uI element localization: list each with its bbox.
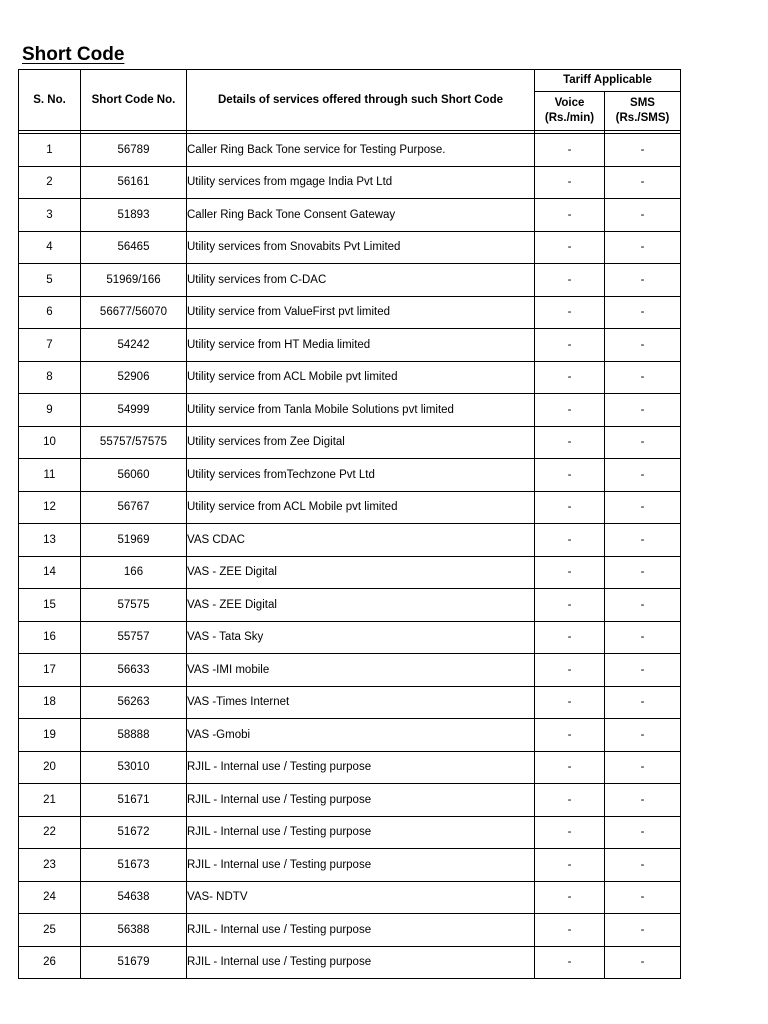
sms-tariff-cell: - xyxy=(605,849,681,882)
short-code-cell: 51969/166 xyxy=(81,264,187,297)
table-row xyxy=(19,881,681,914)
sno-cell: 4 xyxy=(19,231,81,264)
table-row xyxy=(19,751,681,784)
short-code-cell: 56465 xyxy=(81,231,187,264)
voice-tariff-cell: - xyxy=(535,296,605,329)
sno-cell: 24 xyxy=(19,881,81,914)
sno-cell: 18 xyxy=(19,686,81,719)
voice-tariff-cell: - xyxy=(535,134,605,167)
details-cell: VAS - Tata Sky xyxy=(187,621,535,654)
header-voice-line2: (Rs./min) xyxy=(544,112,595,124)
details-cell: Utility service from HT Media limited xyxy=(187,329,535,362)
voice-tariff-cell: - xyxy=(535,654,605,687)
table-row xyxy=(19,296,681,329)
short-code-cell: 56388 xyxy=(81,914,187,947)
details-cell: Caller Ring Back Tone Consent Gateway xyxy=(187,199,535,232)
short-code-cell: 54999 xyxy=(81,394,187,427)
sms-tariff-cell: - xyxy=(605,784,681,817)
sno-cell: 20 xyxy=(19,751,81,784)
table-row xyxy=(19,849,681,882)
voice-tariff-cell: - xyxy=(535,556,605,589)
table-row xyxy=(19,491,681,524)
details-cell: Utility services from C-DAC xyxy=(187,264,535,297)
voice-tariff-cell: - xyxy=(535,784,605,817)
sno-cell: 9 xyxy=(19,394,81,427)
header-details: Details of services offered through such Short Code xyxy=(187,70,535,131)
page-title: Short Code xyxy=(22,44,125,65)
voice-tariff-cell: - xyxy=(535,686,605,719)
voice-tariff-cell: - xyxy=(535,491,605,524)
voice-tariff-cell: - xyxy=(535,621,605,654)
short-code-cell: 55757/57575 xyxy=(81,426,187,459)
sno-cell: 10 xyxy=(19,426,81,459)
details-cell: VAS -IMI mobile xyxy=(187,654,535,687)
details-cell: Utility service from Tanla Mobile Solutions pvt limited xyxy=(187,394,535,427)
sms-tariff-cell: - xyxy=(605,816,681,849)
voice-tariff-cell: - xyxy=(535,751,605,784)
short-code-cell: 56060 xyxy=(81,459,187,492)
sno-cell: 5 xyxy=(19,264,81,297)
sno-cell: 13 xyxy=(19,524,81,557)
voice-tariff-cell: - xyxy=(535,589,605,622)
voice-tariff-cell: - xyxy=(535,329,605,362)
details-cell: RJIL - Internal use / Testing purpose xyxy=(187,816,535,849)
voice-tariff-cell: - xyxy=(535,394,605,427)
details-cell: VAS CDAC xyxy=(187,524,535,557)
table-row xyxy=(19,394,681,427)
sno-cell: 15 xyxy=(19,589,81,622)
details-cell: VAS -Gmobi xyxy=(187,719,535,752)
sms-tariff-cell: - xyxy=(605,589,681,622)
sms-tariff-cell: - xyxy=(605,329,681,362)
sms-tariff-cell: - xyxy=(605,296,681,329)
sms-tariff-cell: - xyxy=(605,199,681,232)
details-cell: RJIL - Internal use / Testing purpose xyxy=(187,946,535,979)
table-row xyxy=(19,329,681,362)
voice-tariff-cell: - xyxy=(535,231,605,264)
short-code-cell: 56677/56070 xyxy=(81,296,187,329)
header-sms-line1: SMS xyxy=(630,97,655,109)
header-short-code: Short Code No. xyxy=(81,70,187,131)
table-row xyxy=(19,914,681,947)
details-cell: VAS- NDTV xyxy=(187,881,535,914)
sms-tariff-cell: - xyxy=(605,686,681,719)
sno-cell: 25 xyxy=(19,914,81,947)
short-code-cell: 56263 xyxy=(81,686,187,719)
table-row xyxy=(19,589,681,622)
sno-cell: 6 xyxy=(19,296,81,329)
table-row xyxy=(19,231,681,264)
short-code-cell: 54242 xyxy=(81,329,187,362)
short-code-cell: 56161 xyxy=(81,166,187,199)
table-row xyxy=(19,264,681,297)
table-row xyxy=(19,459,681,492)
header-sms-line2: (Rs./SMS) xyxy=(615,112,670,124)
header-voice xyxy=(535,92,605,131)
voice-tariff-cell: - xyxy=(535,524,605,557)
table-body xyxy=(19,134,681,979)
table-row xyxy=(19,426,681,459)
details-cell: VAS - ZEE Digital xyxy=(187,589,535,622)
voice-tariff-cell: - xyxy=(535,881,605,914)
sms-tariff-cell: - xyxy=(605,361,681,394)
short-code-cell: 166 xyxy=(81,556,187,589)
sno-cell: 2 xyxy=(19,166,81,199)
short-code-cell: 51673 xyxy=(81,849,187,882)
short-code-cell: 53010 xyxy=(81,751,187,784)
short-code-table xyxy=(18,69,681,979)
sno-cell: 7 xyxy=(19,329,81,362)
short-code-cell: 51671 xyxy=(81,784,187,817)
header-tariff: Tariff Applicable xyxy=(535,70,681,92)
table-row xyxy=(19,621,681,654)
table-row xyxy=(19,719,681,752)
header-sno: S. No. xyxy=(19,70,81,131)
details-cell: Caller Ring Back Tone service for Testing Purpose. xyxy=(187,134,535,167)
voice-tariff-cell: - xyxy=(535,849,605,882)
sms-tariff-cell: - xyxy=(605,524,681,557)
sms-tariff-cell: - xyxy=(605,946,681,979)
sno-cell: 8 xyxy=(19,361,81,394)
table-row xyxy=(19,134,681,167)
details-cell: Utility service from ACL Mobile pvt limited xyxy=(187,491,535,524)
header-sms xyxy=(605,92,681,131)
table-row xyxy=(19,556,681,589)
sms-tariff-cell: - xyxy=(605,134,681,167)
sno-cell: 19 xyxy=(19,719,81,752)
sms-tariff-cell: - xyxy=(605,719,681,752)
sno-cell: 23 xyxy=(19,849,81,882)
short-code-cell: 54638 xyxy=(81,881,187,914)
sno-cell: 16 xyxy=(19,621,81,654)
table-row xyxy=(19,199,681,232)
details-cell: RJIL - Internal use / Testing purpose xyxy=(187,849,535,882)
sms-tariff-cell: - xyxy=(605,621,681,654)
sms-tariff-cell: - xyxy=(605,426,681,459)
sms-tariff-cell: - xyxy=(605,491,681,524)
table-row xyxy=(19,654,681,687)
details-cell: Utility services from Snovabits Pvt Limited xyxy=(187,231,535,264)
voice-tariff-cell: - xyxy=(535,166,605,199)
sno-cell: 26 xyxy=(19,946,81,979)
table-row xyxy=(19,361,681,394)
voice-tariff-cell: - xyxy=(535,199,605,232)
voice-tariff-cell: - xyxy=(535,946,605,979)
sno-cell: 11 xyxy=(19,459,81,492)
sms-tariff-cell: - xyxy=(605,914,681,947)
details-cell: Utility services from Zee Digital xyxy=(187,426,535,459)
table-row xyxy=(19,946,681,979)
details-cell: VAS - ZEE Digital xyxy=(187,556,535,589)
voice-tariff-cell: - xyxy=(535,719,605,752)
sms-tariff-cell: - xyxy=(605,881,681,914)
sms-tariff-cell: - xyxy=(605,751,681,784)
table-row xyxy=(19,816,681,849)
short-code-cell: 56633 xyxy=(81,654,187,687)
details-cell: Utility services fromTechzone Pvt Ltd xyxy=(187,459,535,492)
sno-cell: 3 xyxy=(19,199,81,232)
sno-cell: 12 xyxy=(19,491,81,524)
sno-cell: 14 xyxy=(19,556,81,589)
short-code-cell: 57575 xyxy=(81,589,187,622)
short-code-cell: 51969 xyxy=(81,524,187,557)
short-code-cell: 56789 xyxy=(81,134,187,167)
sms-tariff-cell: - xyxy=(605,654,681,687)
sno-cell: 1 xyxy=(19,134,81,167)
voice-tariff-cell: - xyxy=(535,914,605,947)
details-cell: RJIL - Internal use / Testing purpose xyxy=(187,784,535,817)
details-cell: RJIL - Internal use / Testing purpose xyxy=(187,914,535,947)
short-code-cell: 51893 xyxy=(81,199,187,232)
header-voice-line1: Voice xyxy=(554,97,585,109)
sms-tariff-cell: - xyxy=(605,394,681,427)
short-code-cell: 51679 xyxy=(81,946,187,979)
sno-cell: 21 xyxy=(19,784,81,817)
table-row xyxy=(19,524,681,557)
details-cell: Utility service from ACL Mobile pvt limited xyxy=(187,361,535,394)
table-row xyxy=(19,686,681,719)
table-row xyxy=(19,784,681,817)
voice-tariff-cell: - xyxy=(535,426,605,459)
voice-tariff-cell: - xyxy=(535,459,605,492)
sms-tariff-cell: - xyxy=(605,264,681,297)
short-code-cell: 56767 xyxy=(81,491,187,524)
sms-tariff-cell: - xyxy=(605,459,681,492)
voice-tariff-cell: - xyxy=(535,361,605,394)
sms-tariff-cell: - xyxy=(605,556,681,589)
sno-cell: 17 xyxy=(19,654,81,687)
sno-cell: 22 xyxy=(19,816,81,849)
details-cell: Utility service from ValueFirst pvt limited xyxy=(187,296,535,329)
voice-tariff-cell: - xyxy=(535,264,605,297)
table-row xyxy=(19,166,681,199)
details-cell: Utility services from mgage India Pvt Ltd xyxy=(187,166,535,199)
details-cell: VAS -Times Internet xyxy=(187,686,535,719)
short-code-cell: 51672 xyxy=(81,816,187,849)
details-cell: RJIL - Internal use / Testing purpose xyxy=(187,751,535,784)
voice-tariff-cell: - xyxy=(535,816,605,849)
short-code-cell: 52906 xyxy=(81,361,187,394)
sms-tariff-cell: - xyxy=(605,231,681,264)
sms-tariff-cell: - xyxy=(605,166,681,199)
short-code-cell: 58888 xyxy=(81,719,187,752)
short-code-cell: 55757 xyxy=(81,621,187,654)
